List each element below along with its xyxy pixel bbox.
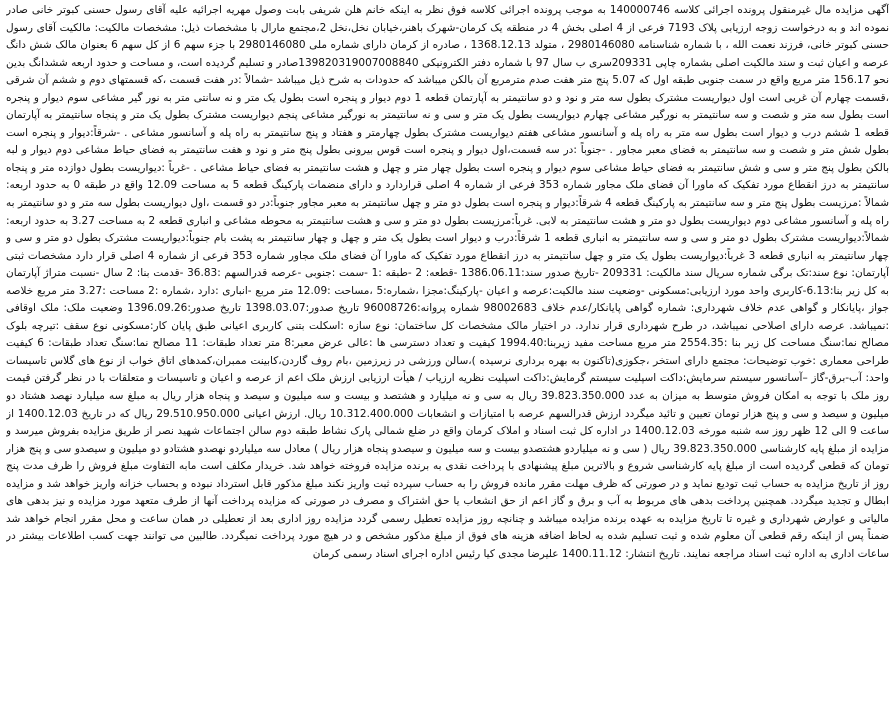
auction-notice-text: آگهی مزایده مال غیرمنقول پرونده اجرائی کلاسه 140000746 به موجب پرونده اجرائی کلاسه فوق نظر به اینکه خانم هلن شریفی بابت وصول مهریه اجرائیه علیه آقای رسول حسنی کبوتر خانی صادر نموده اند و به درخواست زوجه ارزیابی پلاک 7193 فرعی از 4 اصلی بخش 4 در منطقه یک کرمان-شهرک باهنر،خیابان نخل،نخل 2،مجتمع مارال با مشخصات ذیل: مشخصات مالکیت: مالکیت آقای رسول حسنی کبوتر خانی، فرزند نعمت الله ، با شماره شناسنامه 2980146080 ، متولد 1368.12.13 ، صادره از کرمان دارای شماره ملی 2980146080 با جزء سهم 6 از کل سهم 6 بعنوان مالک شش دانگ عرصه و اعیان ثبت و سند مالکیت اصلی بشماره چاپی 209331سری ب سال 97 با شماره دفتر الکترونیکی 139820319007008840صادر و تسلیم گردیده است، و مساحت و حدود اربعه ششدانگ بدین نحو 156.17 متر مربع واقع در سمت جنوبی طبقه اول که 5.07 پنج متر هفت صدم مترمربع آن بالکن میباشد که حدودات به شرح ذیل میباشد -شمالاً :در هفت قسمت ،که قسمتهای دوم و ششم آن شرقی ،قسمت چهارم آن غربی است اول دیوار‌یست مشترک بطول سه متر و نود و دو سانتیمتر به آپارتمان قطعه 1 دوم دیوار و پنجره است بطول یک متر و نه سانتی متر به نور گیر مشاعی سوم دیوار و پنجره است بطول سه متر و شصت و سه سانتیمتر به نورگیر مشاعی چهارم دیواریست بطول یک متر و سی و نه سانتیمتر به نورگیر مشاعی پنجم دیواریست مشترک بطول یک متر و پنجاه سانتیمتر به آپارتمان قطعه 1 ششم درب و دیوار است بطول سه متر به راه پله و آسانسور مشاعی هفتم دیواریست مشترک بطول چهارمتر و هفتاد و پنج سانتیمتر به راه پله و آسانسور مشاعی . -شرقاً:دیوار و پنجره است بطول شش متر و شصت و سه سانتیمتر به فضای معبر مجاور . -جنوباً :در سه قسمت،اول دیوار و پنجره است قوس بیرونی بطول پنج متر و نود و هفت سانتیمتر به فضای حیاط مشاعی دوم دیوار و لبه بالکن بطول پنج متر و سی و شش سانتیمتر به فضای حیاط مشاعی سوم دیوار و پنجره است بطول چهار متر و چهل و هشت سانتیمتر به فضای حیاط مشاعی . -غرباً :دیواریست بطول دوازده متر و پنجاه سانتیمتر به درز انقطاع مورد تفکیک که ماورا آن فضای ملک مجاور شماره 353 فرعی از شماره 4 اصلی قراردارد و دارای منضمات پارکینگ قطعه 5 به مساحت 12.09 واقع در طبقه 0 به حدود اربعه: شمالاً :مرزیست بطول پنج متر و سه سانتیمتر به پارکینگ قطعه 4 شرقاً:دیوار و پنجره است بطول دو متر و چهل سانتیمتر به معبر مجاور جنوباً:در دو قسمت ،اول دیواریست بطول سه متر و دو سانتیمتر به راه پله و آسانسور مشاعی دوم دیواریست بطول دو متر و هشت سانتیمتر به لابی. غرباً:مرزیست بطول دو متر و سی و هشت سانتیمتر به محوطه مشاعی و انباری قطعه 2 به مساحت 3.27 به حدود اربعه: شمالاً:دیواریست مشترک بطول دو متر و سی و سه سانتیمتر به انباری قطعه 1 شرقاً:درب و دیوار است بطول یک متر و چهل و چهار سانتیمتر به پشت بام جنوباً:دیواریست مشترک بطول دو متر و سی و چهار سانتیمتر به انباری قطعه 3 غرباً:دیواریست بطول یک متر و چهل سانتیمتر به درز انقطاع مورد تفکیک که ماورا آن فضای ملک مجاور شماره 353 فرعی از شماره 4 اصلی قرار دارد مشخصات ثبتی آپارتمان: نوع سند:تک برگی شماره سریال سند مالکیت: 209331 -تاریخ صدور سند:1386.06.11 -قطعه: 2 -طبقه :1 -سمت :جنوبی -عرصه قدرالسهم :36.83 -قدمت بنا: 2 سال -نسبت متراژ آپارتمان به کل زیر بنا:6.13-کاربری واحد مورد ارزیابی:مسکونی -وضعیت سند مالکیت:عرصه و اعیان -پارکینگ:مجزا ،شماره:5 ،مساحت :12.09 متر مربع -انباری :دارد ،شماره :2 مساحت :3.27 متر مربع خلاصه جواز ،پایانکار و گواهی عدم خلاف شهرداری: شماره گواهی پایانکار/عدم خلاف 98002683 شماره پروانه:96008726 تاریخ صدور:1398.03.07 تاریخ صدور:1396.09.26 وضعیت ملک: ملک اوقافی :نمیباشد. عرصه دارای اصلاحی نمیباشد، در طرح شهرداری قرار ندارد. در اختیار مالک مشخصات کل ساختمان: نوع سازه :اسکلت بتنی کاربری اعیانی طبق پایان کار:مسکونی نوع سقف :تیرچه بلوک مصالح نما:سنگ مساحت کل زیر بنا :2554.35 متر مربع مساحت مفید زیربنا:1994.40 کیفیت و تعداد دسترسی ها :عالی عرض معبر:8 متر تعداد طبقات: 11 مصالح نما:سنگ تعداد طبقات: 6 کیفیت طراحی معماری :خوب توضیحات: مجتمع دارای استخر ،جکوزی(تاکنون به بهره برداری نرسیده )،سالن ورزشی در زیرزمین ،بام روف گاردن،کابینت ممبران،کمدهای اتاق خواب از نوع های گلاس تاسیسات واحد: آب-برق-گاز –آسانسور سیستم سرمایش:داکت اسپلیت سیستم گرمایش:داکت اسپلیت نظریه ارزیاب / هیأت ارزیابی ارزش ملک اعم از عرصه و اعیان و تاسیسات و متعلقات با در نظر گرفتن قیمت روز ملک با توجه به امکان فروش متوسط به میزان به عدد 39.823.350.000 ریال به سی و نه میلیارد و هشتصد و بیست و سه میلیون و سیصد و پنجاه هزار ریال به مبلغ سه میلیارد نهصد هشتاد دو میلیون و سیصد و سی و پنج هزار تومان تعیین و تائید میگردد ارزش قدرالسهم عرصه با امتیازات و انشعابات 10.312.400.000 ریال. ارزش اعیانی 29.510.950.000 ریال که در تاریخ 1400.12.03 از ساعت 9 الی 12 ظهر روز سه شنبه مورخه 1400.12.03 در اداره کل ثبت اسناد و املاک کرمان واقع در ضلع شمالی پارک نشاط طبقه دوم سالن اجتماعات شهید نصر از طریق مزایده بفروش میرسد و مزایده از مبلغ پایه کارشناسی 39.823.350.000 ریال ( سی و نه میلیاردو هشتصدو بیست و سه میلیون و سیصدو پنجاه هزار ریال ) معادل سه میلیاردو نهصدو هشتادو دو میلیون و سیصدو سی و پنج هزار تومان که قطعی گردیده است از مبلغ پایه کارشناسی شروع و بالاترین مبلغ پیشنهادی با پرداخت نقدی به برنده مزایده فروخته خواهد شد. خریدار مکلف است مابه التفاوت مبلغ فروش را ظرف مدت پنج روز از تاریخ مزایده به حساب ثبت تودیع نماید و در صورتی که ظرف مهلت مقرر مانده فروش را به حساب سپرده ثبت واریز نکند مبلغ مذکور قابل استرداد نبوده و بحساب خزانه واریز خواهد شد و مزایده ابطال و تجدید میگردد. همچنین پرداخت بدهی های مربوط به آب و برق و گاز اعم از حق انشعاب یا حق اشتراک و مصرف در صورتی که مزایده پرداخت آنها از طرف متعهد مورد مزایده و نیز بدهی های مالیاتی و عوارض شهرداری و غیره تا تاریخ مزایده به عهده برنده مزایده میباشد و چنانچه روز مزایده تعطیل رسمی گردد مزایده روز اداری بعد از تعطیلی در همان ساعت و محل مقرر انجام خواهد شد ضمناً پس از اینکه رقم قطعی آن معلوم شده و ثبت تسلیم شده به لحاظ اضافه هزینه های فوق از مبلغ مذکور مشخص و در هیچ مورد پرداخت نمیگردد. طالبین می توانند جهت کسب اطلاعات بیشتر در ساعات اداری به اداره ثبت اسناد مراجعه نمایند. تاریخ انتشار: 1400.11.12 علیرضا مجدی کیا رئیس اداره اجرای اسناد رسمی کرمان: [6, 4, 889, 560]
